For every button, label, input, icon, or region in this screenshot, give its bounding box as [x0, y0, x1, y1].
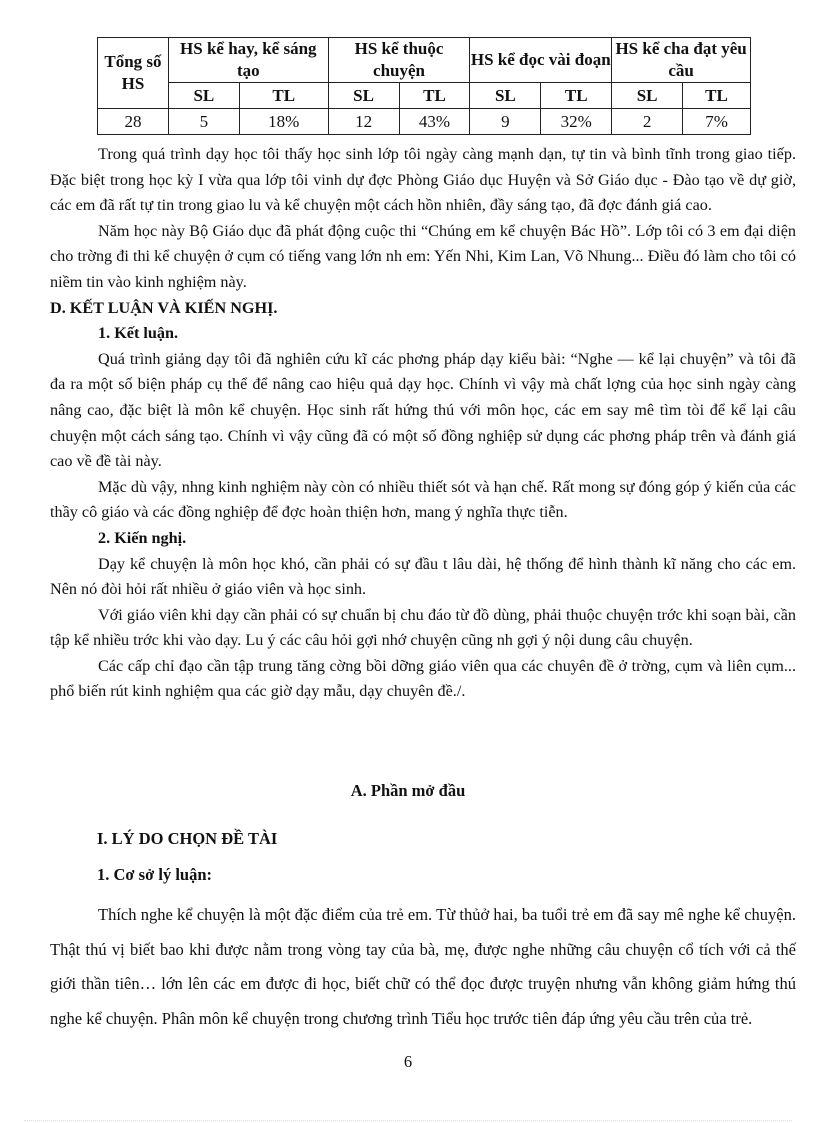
header-tl: TL [239, 83, 328, 109]
heading-conclusion-recommendation: D. KẾT LUẬN VÀ KIẾN NGHỊ. [50, 298, 278, 317]
header-sl: SL [612, 83, 683, 109]
paragraph: Các cấp chỉ đạo cần tập trung tăng cờng bồi dỡng giáo viên qua các chuyên đề ở trờng, cụm và liên cụm... phổ biến rút kinh nghiệm qua các giờ dạy mẫu, dạy chuyên đề./. [50, 656, 796, 701]
table-row [98, 109, 751, 135]
paragraph: Trong quá trình dạy học tôi thấy học sinh lớp tôi ngày càng mạnh dạn, tự tin và bình tĩnh trong giao tiếp. Đặc biệt trong học kỳ I vừa qua lớp tôi vinh dự đợc Phòng Giáo dục Huyện và Sở Giáo dục - Đào tạo về dự giờ, các em đã rất tự tin trong giao lu và kể chuyện một cách hồn nhiên, đầy sáng tạo, đã đợc đánh giá cao. [50, 145, 796, 215]
table-cell: 2 [612, 109, 683, 135]
paragraph: Năm học này Bộ Giáo dục đã phát động cuộc thi “Chúng em kể chuyện Bác Hồ”. Lớp tôi có 3 em đại diện cho trờng đi thi kể chuyện ở cụm có tiếng vang lớn nh em: Yến Nhi, Kim Lan, Võ Nhung... Điều đó làm cho tôi có niềm tin vào kinh nghiệm này. [50, 221, 796, 291]
table-cell: 43% [399, 109, 470, 135]
header-group-not-met: HS kể cha đạt yêu cầu [612, 38, 751, 83]
header-group-memorized: HS kể thuộc chuyện [328, 38, 470, 83]
table-cell: 32% [541, 109, 612, 135]
table-subheader-row [98, 83, 751, 109]
header-tl: TL [683, 83, 751, 109]
paragraph: Thích nghe kể chuyện là một đặc điểm của trẻ em. Từ thủở hai, ba tuổi trẻ em đã say mê nghe kể chuyện. Thật thú vị biết bao khi được nằm trong vòng tay của bà, mẹ, được nghe những câu chuyện cổ tích với cả thế giới thần tiên… lớn lên các em được đi học, biết chữ có thể đọc được truyện nhưng vẫn không giảm hứng thú nghe kể chuyện. Phân môn kể chuyện trong chương trình Tiểu học trước tiên đáp ứng yêu cầu trên của trẻ. [50, 905, 796, 1028]
paragraph: Quá trình giảng dạy tôi đã nghiên cứu kĩ các phơng pháp dạy kiểu bài: “Nghe — kể lại chuyện” và tôi đã đa ra một số biện pháp cụ thể để nâng cao hiệu quả dạy học. Chính vì vậy mà chất lợng của học sinh ngày càng nâng cao, đặc biệt là môn kể chuyện. Học sinh rất hứng thú với môn học, các em say mê tìm tòi để kể lại câu chuyện một cách sáng tạo. Chính vì vậy cũng đã có một số đồng nghiệp sử dụng các phơng pháp trên và đánh giá cao về đề tài này. [50, 349, 796, 471]
header-tl: TL [399, 83, 470, 109]
paragraph: Mặc dù vậy, nhng kinh nghiệm này còn có nhiều thiết sót và hạn chế. Rất mong sự đóng góp ý kiến của các thầy cô giáo và các đồng nghiệp để đợc hoàn thiện hơn, mang ý nghĩa thực tiễn. [50, 477, 796, 522]
header-tl: TL [541, 83, 612, 109]
table-cell: 12 [328, 109, 399, 135]
subheading-recommendation: 2. Kiến nghị. [98, 528, 187, 547]
header-total-students: Tổng số HS [98, 38, 169, 109]
subheading-conclusion: 1. Kết luận. [98, 324, 179, 343]
body-text-section-1 [50, 142, 796, 705]
heading-reason-for-topic: I. LÝ DO CHỌN ĐỀ TÀI [97, 829, 278, 848]
table-cell: 18% [239, 109, 328, 135]
header-group-partial: HS kể đọc vài đoạn [470, 38, 612, 83]
body-text-section-2 [50, 898, 796, 1036]
table-cell: 9 [470, 109, 541, 135]
table-cell: 28 [98, 109, 169, 135]
heading-theoretical-basis: 1. Cơ sở lý luận: [97, 865, 213, 884]
paragraph: Dạy kể chuyện là môn học khó, cần phải có sự đầu t lâu dài, hệ thống để hình thành kĩ năng cho các em. Nên nó đòi hỏi rất nhiều ở giáo viên và học sinh. [50, 554, 796, 599]
table-cell: 5 [168, 109, 239, 135]
section-title-introduction: A. Phần mở đầu [350, 781, 466, 800]
paragraph: Với giáo viên khi dạy cần phải có sự chuẩn bị chu đáo từ đồ dùng, phải thuộc chuyện trớc khi soạn bài, cần tập kể nhiều trớc khi vào dạy. Lu ý các câu hỏi gợi nhớ chuyện cũng nh gợi ý nội dung câu chuyện. [50, 605, 796, 650]
header-group-creative: HS kể hay, kể sáng tạo [168, 38, 328, 83]
page-number: 6 [403, 1052, 413, 1071]
table-cell: 7% [683, 109, 751, 135]
header-sl: SL [168, 83, 239, 109]
header-sl: SL [328, 83, 399, 109]
statistics-table [97, 37, 751, 135]
table-header-row [98, 38, 751, 83]
header-sl: SL [470, 83, 541, 109]
footer-divider [24, 1120, 792, 1121]
